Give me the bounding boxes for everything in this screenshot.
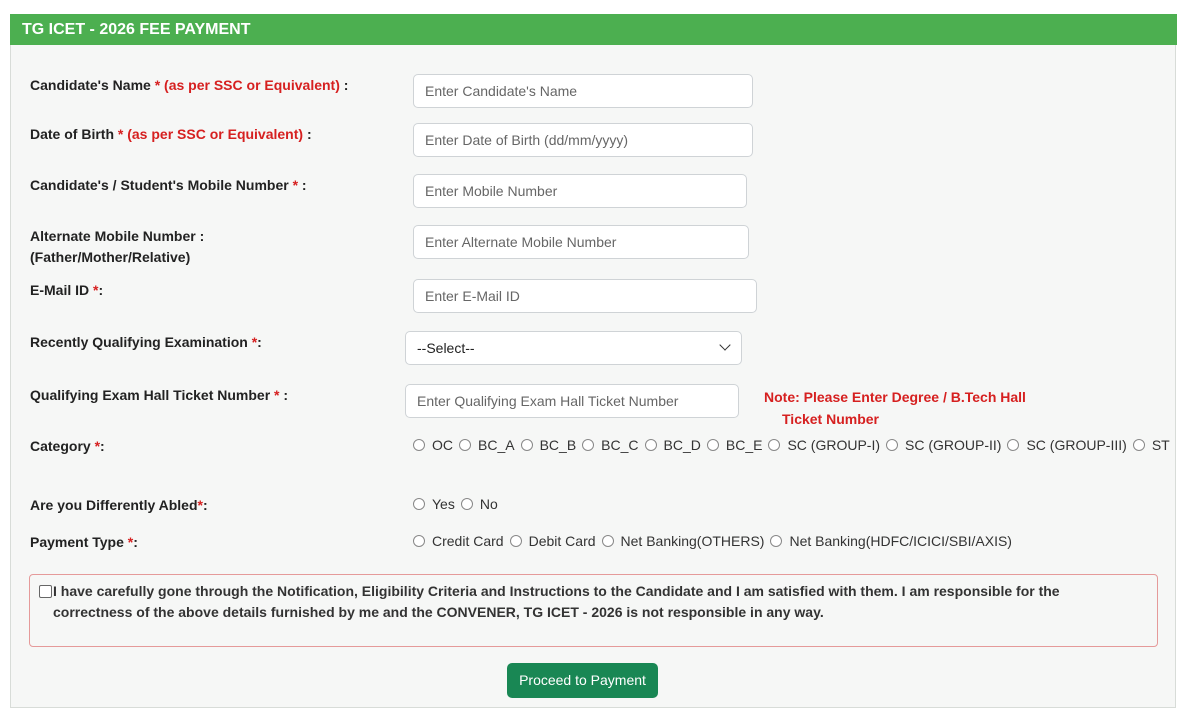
payment-radio-group: [413, 533, 1018, 549]
option-label: BC_B: [539, 437, 577, 453]
exam-label: Recently Qualifying Examination *:: [30, 334, 262, 350]
chevron-down-icon: [719, 339, 730, 350]
radio-button[interactable]: [521, 439, 533, 451]
radio-button[interactable]: [459, 439, 471, 451]
exam-select-value: --Select--: [417, 340, 475, 356]
category-radio-group: [413, 437, 1176, 453]
mobile-input[interactable]: Enter Mobile Number: [413, 174, 747, 208]
option-label: BC_D: [663, 437, 701, 453]
option-label: Credit Card: [432, 533, 504, 549]
payment-option[interactable]: [770, 533, 1012, 549]
category-option[interactable]: [707, 437, 763, 453]
option-label: Yes: [432, 496, 455, 512]
mobile-label: Candidate's / Student's Mobile Number * :: [30, 177, 307, 193]
radio-button[interactable]: [1007, 439, 1019, 451]
category-option[interactable]: [768, 437, 880, 453]
payment-option[interactable]: [602, 533, 765, 549]
email-label: E-Mail ID *:: [30, 282, 104, 298]
email-input[interactable]: Enter E-Mail ID: [413, 279, 757, 313]
hall-ticket-note: Note: Please Enter Degree / B.Tech Hall Ticket Number: [764, 389, 1026, 427]
radio-button[interactable]: [510, 535, 522, 547]
radio-button[interactable]: [582, 439, 594, 451]
option-label: BC_E: [725, 437, 763, 453]
category-option[interactable]: [413, 437, 453, 453]
proceed-to-payment-button[interactable]: Proceed to Payment: [507, 663, 658, 698]
payment-label: Payment Type *:: [30, 534, 138, 550]
declaration-box: [29, 574, 1158, 647]
option-label: BC_A: [478, 437, 515, 453]
page-title: TG ICET - 2026 FEE PAYMENT: [10, 14, 1177, 45]
declaration-text: I have carefully gone through the Notification, Eligibility Criteria and Instructions to the Candidate and I am satisfied with them. I am responsible for the correctness of the above details furnished by me and the CONVENER, TG ICET - 2026 is not responsible in any way.: [53, 583, 1060, 620]
option-label: No: [479, 496, 498, 512]
category-option[interactable]: [521, 437, 577, 453]
option-label: Debit Card: [528, 533, 596, 549]
option-label: BC_C: [601, 437, 639, 453]
option-label: SC (GROUP-III): [1026, 437, 1127, 453]
exam-select[interactable]: [405, 331, 742, 365]
category-option[interactable]: [1133, 437, 1170, 453]
dob-label: Date of Birth * (as per SSC or Equivalent) :: [30, 126, 312, 142]
declaration-checkbox[interactable]: [39, 585, 52, 598]
category-option[interactable]: [886, 437, 1001, 453]
radio-button[interactable]: [1133, 439, 1145, 451]
alt-mobile-label: Alternate Mobile Number : (Father/Mother/Relative): [30, 228, 205, 265]
radio-button[interactable]: [768, 439, 780, 451]
category-option[interactable]: [645, 437, 701, 453]
abled-option[interactable]: [461, 496, 498, 512]
radio-button[interactable]: [707, 439, 719, 451]
dob-input[interactable]: Enter Date of Birth (dd/mm/yyyy): [413, 123, 753, 157]
payment-option[interactable]: [413, 533, 504, 549]
hall-label: Qualifying Exam Hall Ticket Number * :: [30, 387, 289, 403]
hall-ticket-input[interactable]: Enter Qualifying Exam Hall Ticket Number: [405, 384, 739, 418]
radio-button[interactable]: [413, 498, 425, 510]
radio-button[interactable]: [645, 439, 657, 451]
abled-radio-group: [413, 496, 504, 512]
category-option[interactable]: [1007, 437, 1126, 453]
alt-mobile-input[interactable]: Enter Alternate Mobile Number: [413, 225, 749, 259]
candidate-name-input[interactable]: Enter Candidate's Name: [413, 74, 753, 108]
radio-button[interactable]: [602, 535, 614, 547]
category-option[interactable]: [459, 437, 515, 453]
radio-button[interactable]: [461, 498, 473, 510]
option-label: OC: [432, 437, 453, 453]
option-label: SC (GROUP-II): [905, 437, 1002, 453]
name-label: Candidate's Name * (as per SSC or Equivalent) :: [30, 77, 349, 93]
payment-option[interactable]: [510, 533, 596, 549]
radio-button[interactable]: [413, 535, 425, 547]
option-label: ST: [1151, 437, 1170, 453]
category-label: Category *:: [30, 438, 105, 454]
category-option[interactable]: [582, 437, 638, 453]
abled-option[interactable]: [413, 496, 455, 512]
option-label: Net Banking(HDFC/ICICI/SBI/AXIS): [789, 533, 1012, 549]
radio-button[interactable]: [886, 439, 898, 451]
option-label: SC (GROUP-I): [787, 437, 881, 453]
radio-button[interactable]: [770, 535, 782, 547]
option-label: Net Banking(OTHERS): [620, 533, 765, 549]
abled-label: Are you Differently Abled*:: [30, 497, 208, 513]
radio-button[interactable]: [413, 439, 425, 451]
